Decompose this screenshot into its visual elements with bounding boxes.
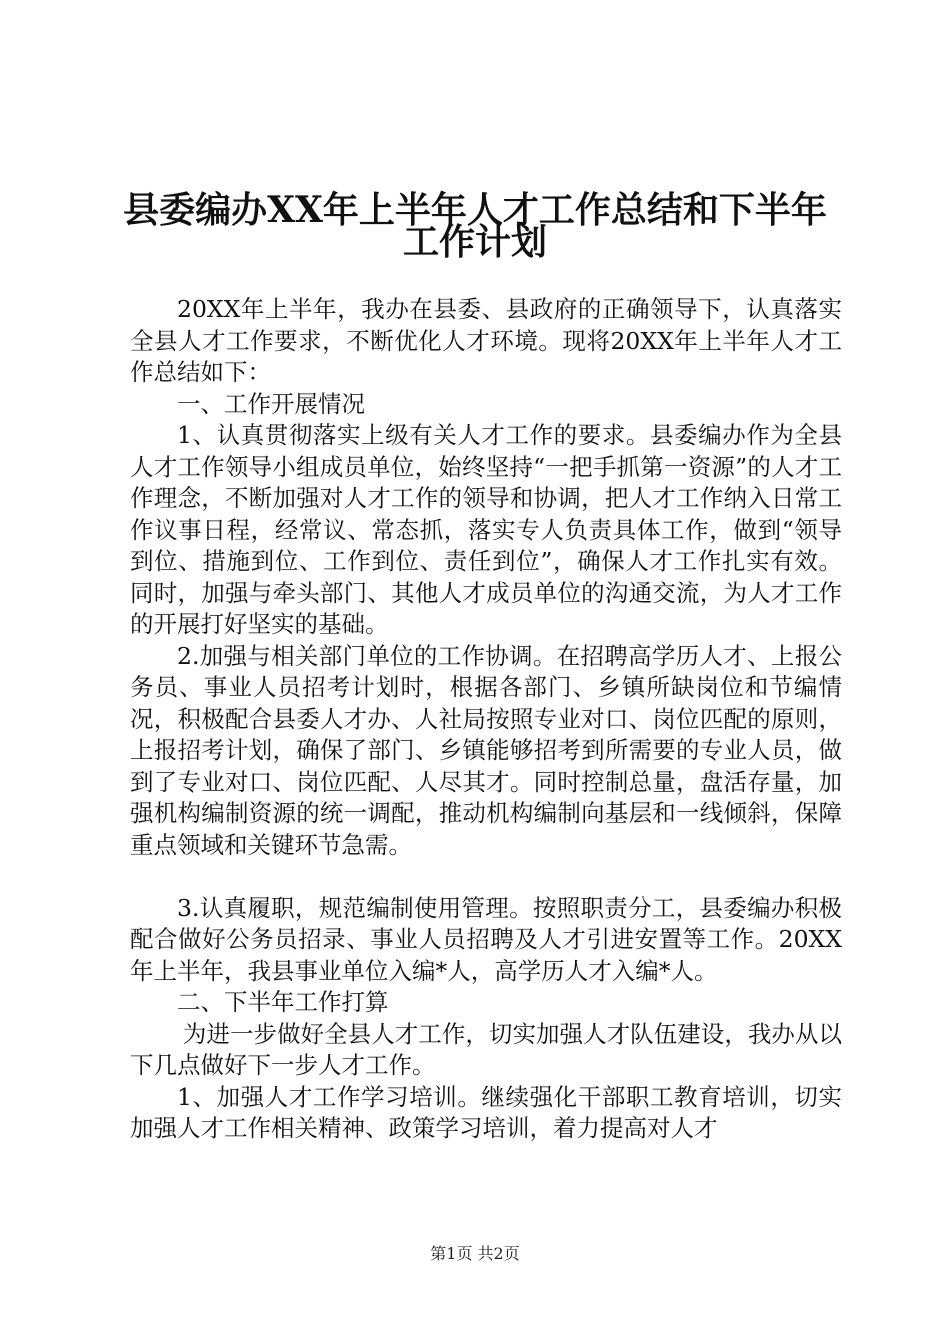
paragraph-intro: 20XX年上半年，我办在县委、县政府的正确领导下，认真落实全县人才工作要求，不断优化人才环境。现将20XX年上半年人才工作总结如下： [130,295,842,386]
paragraph-item-1: 1、认真贯彻落实上级有关人才工作的要求。县委编办作为全县人才工作领导小组成员单位，始终坚持“一把手抓第一资源”的人才工作理念，不断加强对人才工作的领导和协调，把人才工作纳入日常工作议事日程，经常议、常态抓，落实专人负责具体工作，做到“领导到位、措施到位、工作到位、责任到位”，确保人才工作扎实有效。同时，加强与牵头部门、其他人才成员单位的沟通交流，为人才工作的开展打好坚实的基础。 [130,421,842,638]
document-title-line-1: 县委编办XX年上半年人才工作总结和下半年 [123,189,827,231]
paragraph-item-2: 2.加强与相关部门单位的工作协调。在招聘高学历人才、上报公务员、事业人员招考计划时，根据各部门、乡镇所缺岗位和节编情况，积极配合县委人才办、人社局按照专业对口、岗位匹配的原则，上报招考计划，确保了部门、乡镇能够招考到所需要的专业人员，做到了专业对口、岗位匹配、人尽其才。同时控制总量，盘活存量，加强机构编制资源的统一调配，推动机构编制向基层和一线倾斜，保障重点领域和关键环节急需。 [130,641,842,859]
section-heading-2: 二、下半年工作打算 [177,988,389,1016]
document-body [130,294,842,1145]
page-footer: 第1页 共2页 [430,1244,520,1263]
section-heading-1: 一、工作开展情况 [177,389,365,418]
document-title-line-2: 工作计划 [402,221,547,263]
paragraph-plan-intro: 为进一步做好全县人才工作，切实加强人才队伍建设，我办从以下几点做好下一步人才工作。 [130,1019,842,1079]
paragraph-item-3: 3.认真履职，规范编制使用管理。按照职责分工，县委编办积极配合做好公务员招录、事业人员招聘及人才引进安置等工作。20XX年上半年，我县事业单位入编*人，高学历人才入编*人。 [130,893,842,985]
paragraph-plan-item-1: 1、加强人才工作学习培训。继续强化干部职工教育培训，切实加强人才工作相关精神、政策学习培训，着力提高对人才 [130,1082,842,1142]
